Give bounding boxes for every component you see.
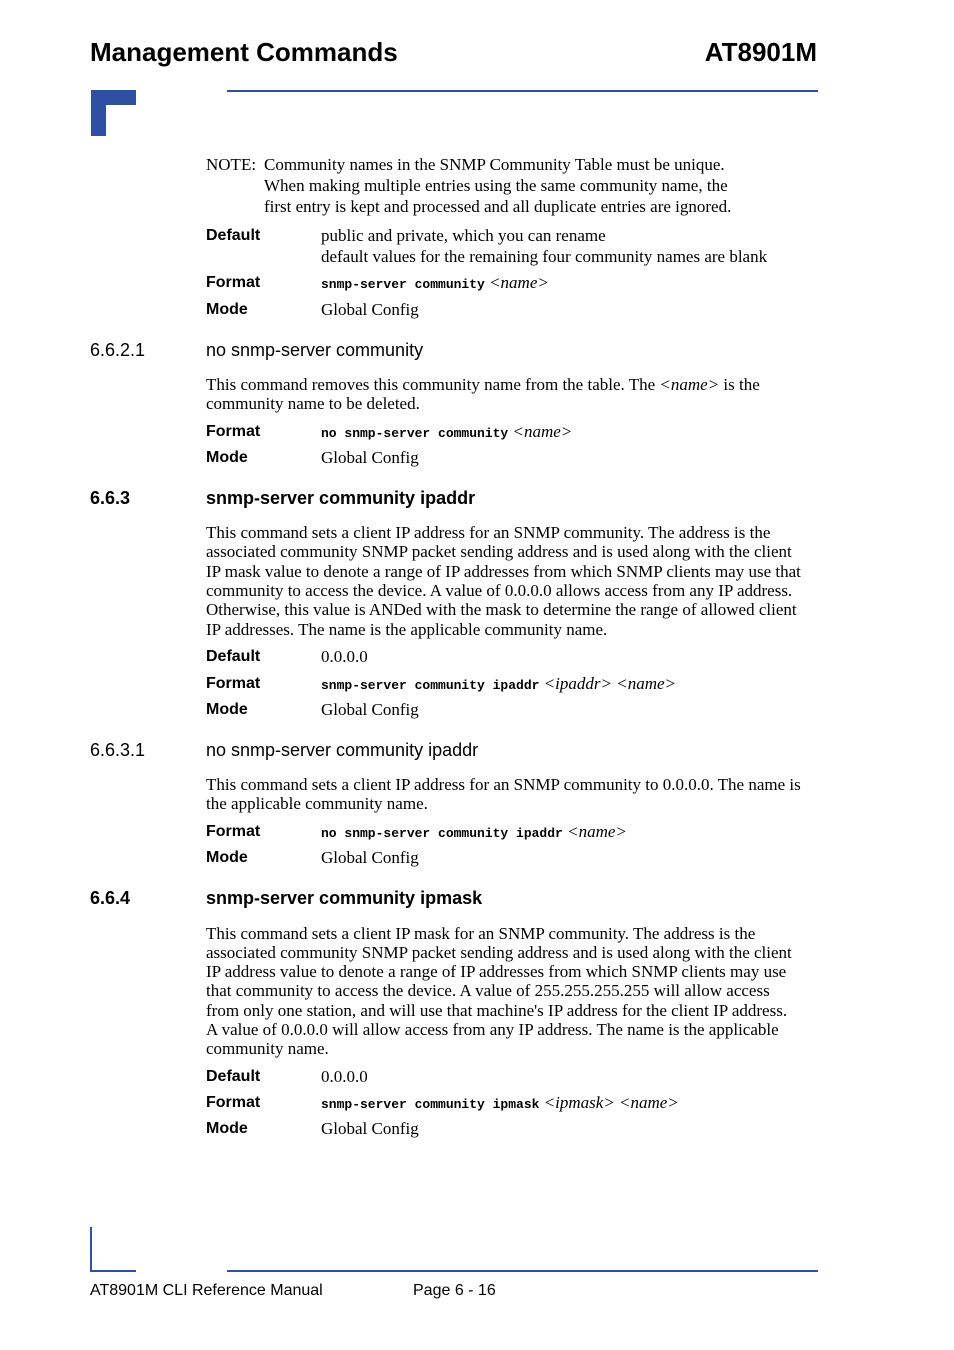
section-663-format-command: snmp-server community ipaddr <box>321 678 540 693</box>
section-6621-format <box>321 422 572 444</box>
section-663-desc-line-6: IP addresses. The name is the applicable community name. <box>206 620 608 639</box>
section-6621-format-param: <name> <box>512 422 573 441</box>
section-663-desc-line-4: community to access the device. A value of 0.0.0.0 allows access from any IP address. <box>206 581 793 600</box>
section-663-mode: Global Config <box>321 700 419 719</box>
section-664-desc-line-3: IP address value to denote a range of IP addresses from which SNMP clients may use <box>206 962 787 981</box>
section-6631-format <box>321 822 627 844</box>
section-663-desc-line-5: Otherwise, this value is ANDed with the mask to determine the range of allowed client <box>206 600 797 619</box>
intro-default-label: Default <box>206 227 261 244</box>
section-6621-desc-line-2: community name to be deleted. <box>206 394 420 413</box>
intro-mode-label: Mode <box>206 301 248 318</box>
section-6631-format-label: Format <box>206 823 261 840</box>
section-663-format-label: Format <box>206 675 261 692</box>
section-6621-number: 6.6.2.1 <box>90 340 146 360</box>
section-6621-desc-line-1 <box>206 375 760 394</box>
section-664-format <box>321 1093 679 1115</box>
intro-format-command: snmp-server community <box>321 277 485 292</box>
section-663-format <box>321 674 676 696</box>
section-664-desc-line-7: community name. <box>206 1039 329 1058</box>
section-6621-mode-label: Mode <box>206 449 248 466</box>
header-product: AT8901M <box>704 37 817 67</box>
section-6631-mode: Global Config <box>321 848 419 867</box>
note-line-1: Community names in the SNMP Community Table must be unique. <box>264 155 725 174</box>
section-664-default-label: Default <box>206 1068 261 1085</box>
section-664-desc-line-2: associated community SNMP packet sending address and is used along with the client <box>206 943 792 962</box>
footer-rule <box>227 1270 818 1272</box>
corner-bracket-bottom-vertical <box>90 1227 92 1272</box>
section-663-desc-line-3: IP mask value to denote a range of IP addresses from which SNMP clients may use that <box>206 562 801 581</box>
footer-page-number: Page 6 - 16 <box>413 1282 496 1299</box>
section-664-mode: Global Config <box>321 1119 419 1138</box>
section-663-desc-line-1: This command sets a client IP address for an SNMP community. The address is the <box>206 523 771 542</box>
section-664-number: 6.6.4 <box>90 888 131 908</box>
header-rule <box>227 90 818 92</box>
section-663-title: snmp-server community ipaddr <box>206 488 476 508</box>
intro-default-line-1: public and private, which you can rename <box>321 226 606 245</box>
section-664-format-label: Format <box>206 1094 261 1111</box>
intro-default-line-2: default values for the remaining four community names are blank <box>321 247 768 266</box>
section-664-title: snmp-server community ipmask <box>206 888 483 908</box>
section-6631-format-command: no snmp-server community ipaddr <box>321 826 563 841</box>
intro-mode: Global Config <box>321 300 419 319</box>
section-6631-number: 6.6.3.1 <box>90 740 146 760</box>
intro-format-label: Format <box>206 274 261 291</box>
section-6621-desc-b: is the <box>719 375 760 394</box>
section-6621-desc-param: <name> <box>659 375 720 394</box>
section-664-desc-line-4: that community to access the device. A value of 255.255.255.255 will allow access <box>206 981 770 1000</box>
section-6621-desc-a: This command removes this community name from the table. The <box>206 375 660 394</box>
section-663-default-label: Default <box>206 648 261 665</box>
section-664-format-param: <ipmask> <name> <box>543 1093 679 1112</box>
footer-manual-title: AT8901M CLI Reference Manual <box>90 1282 323 1299</box>
note-line-3: first entry is kept and processed and all duplicate entries are ignored. <box>264 197 732 216</box>
section-6621-title: no snmp-server community <box>206 340 424 360</box>
section-6631-desc-line-1: This command sets a client IP address for an SNMP community to 0.0.0.0. The name is <box>206 775 801 794</box>
header-title: Management Commands <box>90 37 398 67</box>
section-6621-format-command: no snmp-server community <box>321 426 509 441</box>
section-6621-format-label: Format <box>206 423 261 440</box>
section-6621-mode: Global Config <box>321 448 419 467</box>
intro-format-param: <name> <box>489 273 549 292</box>
section-664-default: 0.0.0.0 <box>321 1067 368 1086</box>
section-663-number: 6.6.3 <box>90 488 131 508</box>
section-6631-desc-line-2: the applicable community name. <box>206 794 428 813</box>
note-line-2: When making multiple entries using the same community name, the <box>264 176 728 195</box>
section-663-default: 0.0.0.0 <box>321 647 368 666</box>
section-6631-title: no snmp-server community ipaddr <box>206 740 479 760</box>
section-664-format-command: snmp-server community ipmask <box>321 1097 540 1112</box>
section-664-desc-line-6: A value of 0.0.0.0 will allow access from any IP address. The name is the applicable <box>206 1020 779 1039</box>
section-664-desc-line-1: This command sets a client IP mask for an SNMP community. The address is the <box>206 924 756 943</box>
section-6631-mode-label: Mode <box>206 849 248 866</box>
note-label: NOTE: <box>206 155 257 174</box>
section-664-mode-label: Mode <box>206 1120 248 1137</box>
section-663-mode-label: Mode <box>206 701 248 718</box>
intro-format <box>321 273 549 295</box>
section-6631-format-param: <name> <box>567 822 627 841</box>
section-664-desc-line-5: from only one station, and will use that machine's IP address for the client IP address. <box>206 1001 788 1020</box>
corner-bracket-bottom-horizontal <box>90 1270 136 1272</box>
section-663-desc-line-2: associated community SNMP packet sending address and is used along with the client <box>206 542 792 561</box>
section-663-format-param: <ipaddr> <name> <box>543 674 676 693</box>
corner-bracket-top-vertical <box>91 90 106 136</box>
